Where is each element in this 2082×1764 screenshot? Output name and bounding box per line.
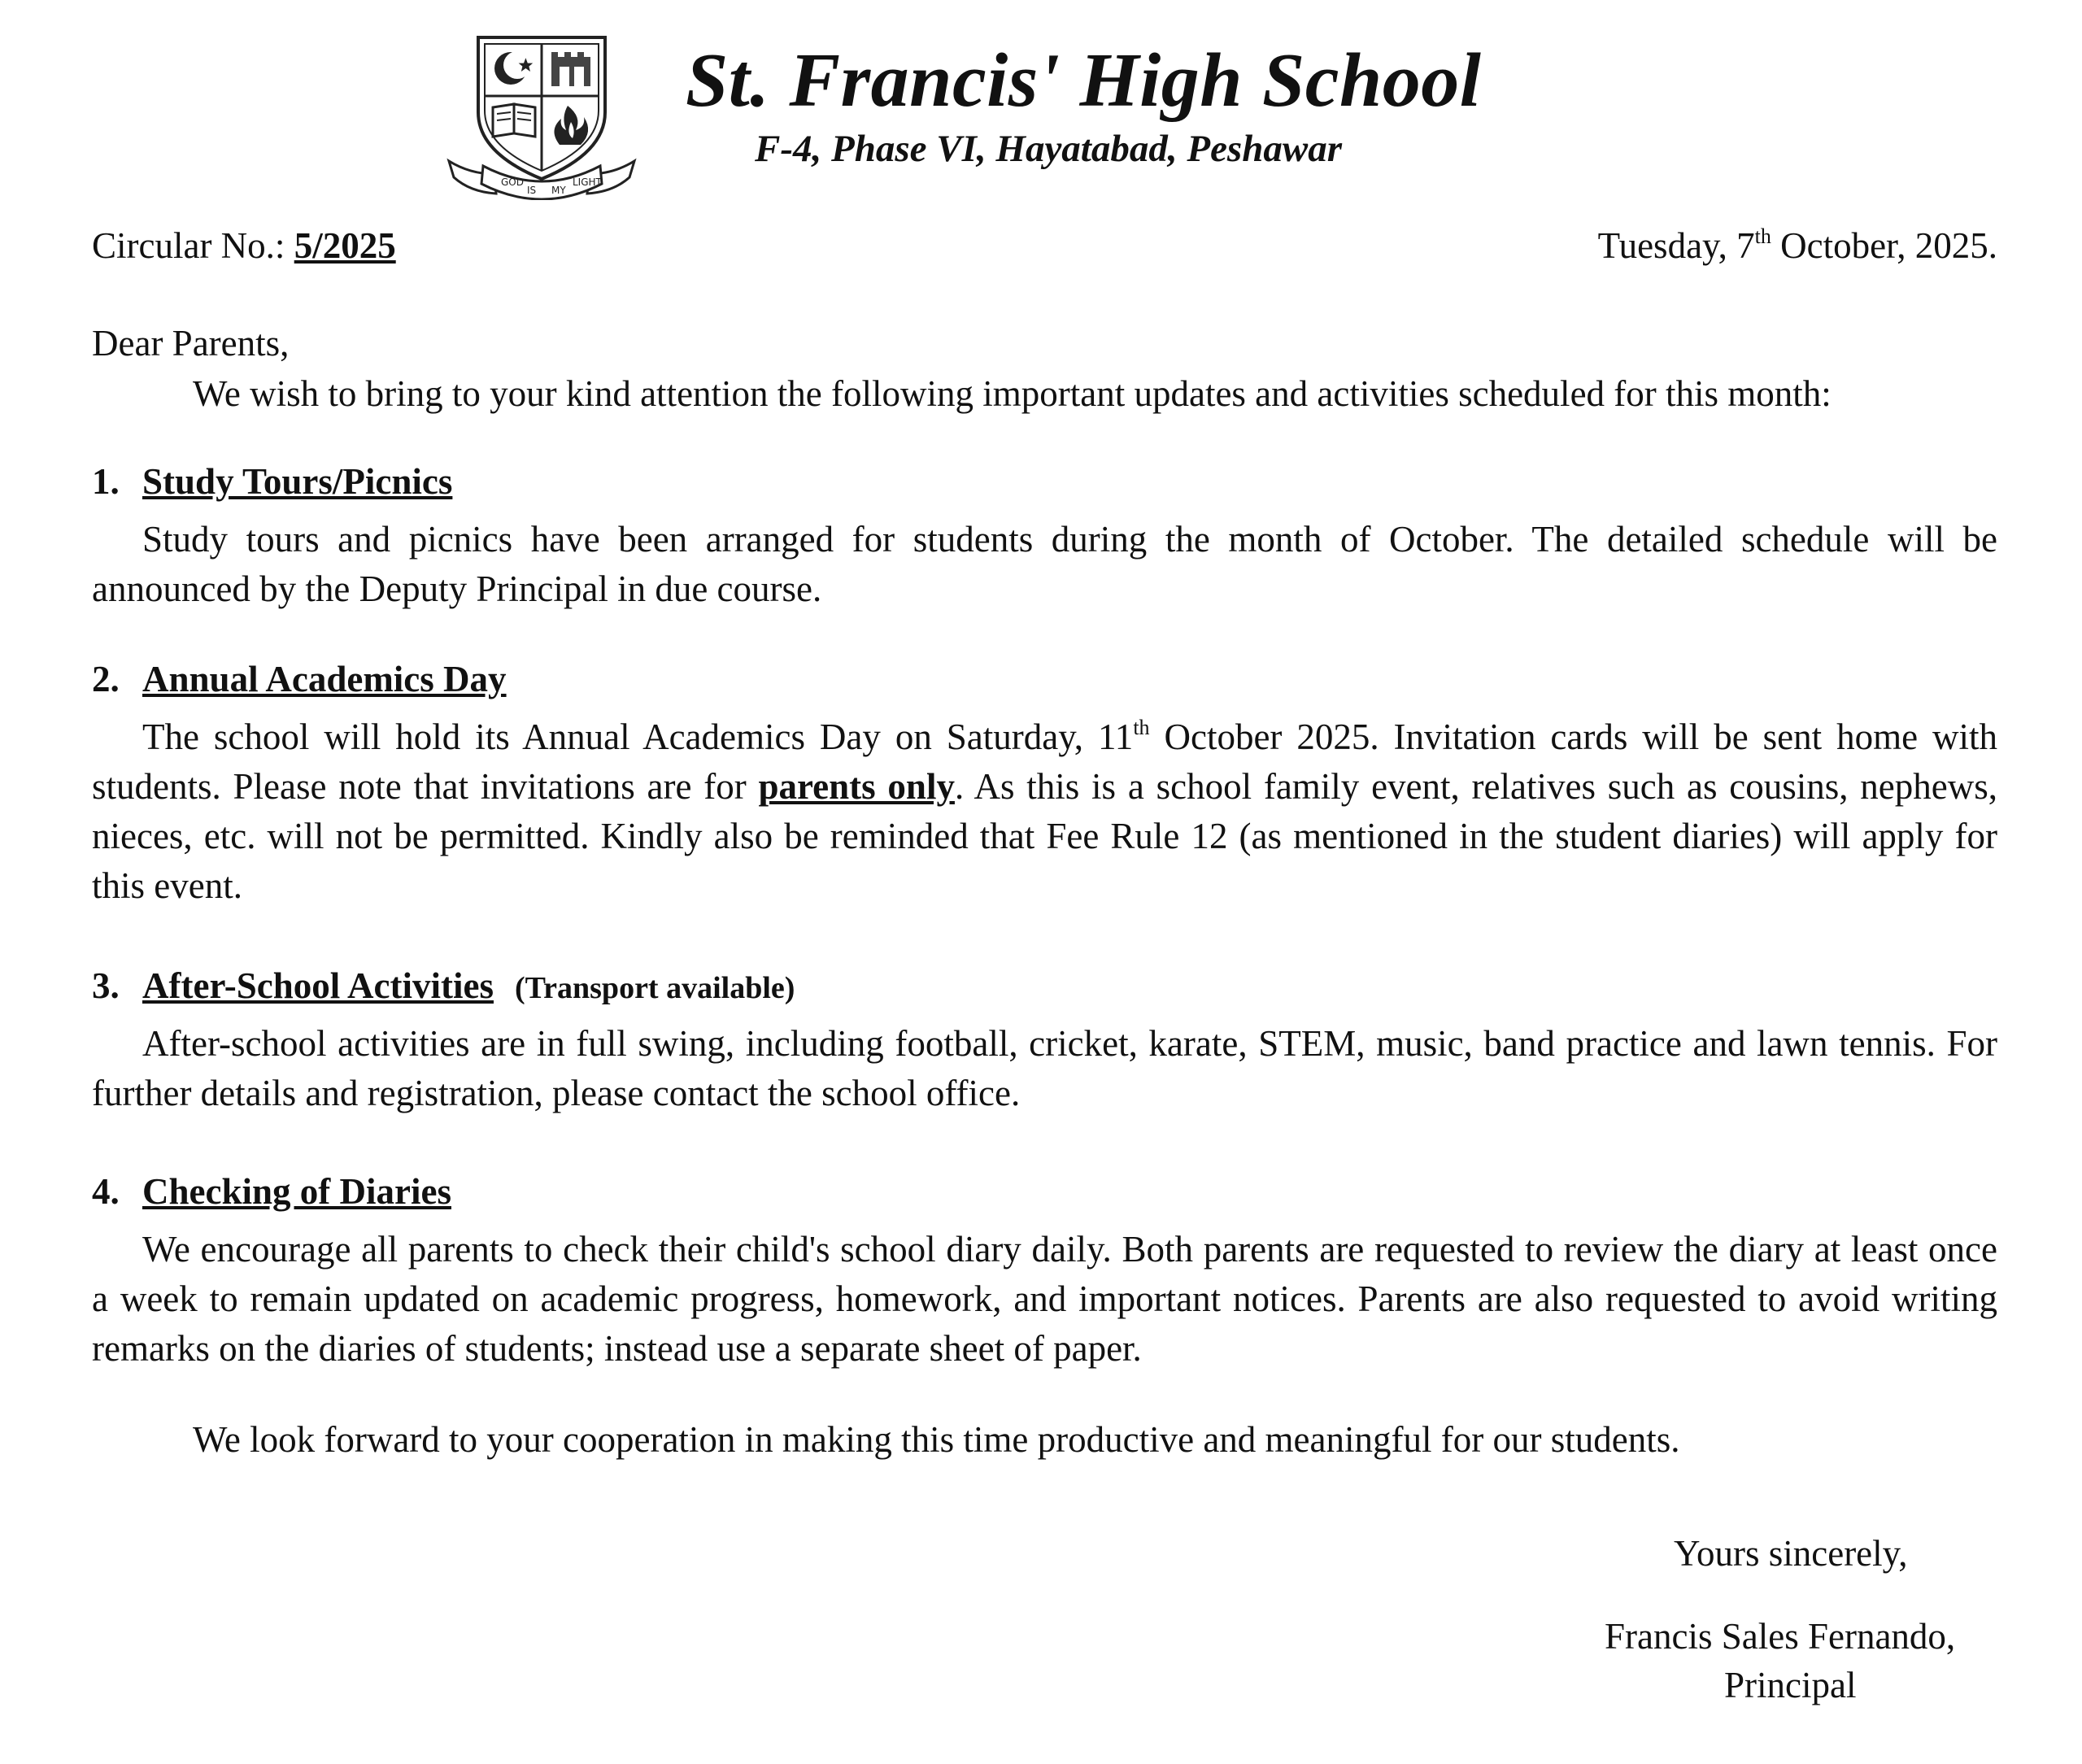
- school-address: F-4, Phase VI, Hayatabad, Peshawar: [755, 128, 1343, 170]
- parents-only-emphasis: parents only: [758, 766, 955, 807]
- crest-motto-word: GOD: [501, 176, 524, 188]
- valediction: Yours sincerely,: [1674, 1533, 1908, 1574]
- crest-motto-word: MY: [551, 185, 566, 196]
- section-title: After-School Activities: [142, 965, 494, 1006]
- section-heading: [92, 965, 795, 1006]
- section-body-text: October 2025. Invitation cards will be sent home with students. Please note that invitations are for: [92, 716, 1997, 807]
- section-number: 2.: [92, 659, 120, 699]
- school-name: St. Francis' High School: [686, 38, 1482, 123]
- date-prefix: Tuesday, 7: [1597, 225, 1755, 266]
- circular-number: 5/2025: [294, 225, 396, 266]
- section-body: We encourage all parents to check their child's school diary daily. Both parents are requested to review the diary at least once a week to remain updated on academic progress, homework, and important notices. Parents are also requested to avoid writing remarks on the diaries of students; instead use a separate sheet of paper.: [92, 1229, 1997, 1369]
- school-crest-logo: [446, 23, 638, 200]
- greeting: Dear Parents,: [92, 323, 290, 364]
- section-number: 1.: [92, 461, 120, 502]
- intro-paragraph: We wish to bring to your kind attention the following important updates and activities scheduled for this month:: [193, 373, 1832, 414]
- section-title: Study Tours/Picnics: [142, 461, 453, 502]
- circular-date: [1597, 224, 1997, 266]
- section-body: Study tours and picnics have been arranged for students during the month of October. The detailed schedule will be announced by the Deputy Principal in due course.: [92, 519, 1997, 609]
- section-heading: [92, 661, 507, 698]
- closing-paragraph: We look forward to your cooperation in making this time productive and meaningful for our students.: [193, 1419, 1680, 1460]
- section-body-text: . As this is a school family event, relatives such as cousins, nephews, nieces, etc. will not be permitted. Kindly also be reminded that Fee Rule 12 (as mentioned in the student diaries) will apply for this event.: [92, 766, 1997, 906]
- transport-note: (Transport available): [514, 971, 795, 1005]
- crest-motto-word: IS: [527, 185, 537, 196]
- date-suffix: October, 2025.: [1771, 225, 1997, 266]
- section-title: Annual Academics Day: [142, 659, 507, 699]
- section-title: Checking of Diaries: [142, 1171, 451, 1212]
- date-superscript: th: [1754, 224, 1771, 248]
- circular-number-line: [92, 225, 396, 266]
- circular-label: Circular No.:: [92, 225, 285, 266]
- section-heading: [92, 1171, 451, 1212]
- signer-name: Francis Sales Fernando,: [1605, 1616, 1956, 1657]
- crest-motto-word: LIGHT: [573, 176, 602, 188]
- signer-title: Principal: [1724, 1665, 1857, 1705]
- section-number: 3.: [92, 965, 120, 1006]
- section-number: 4.: [92, 1171, 120, 1212]
- section-body-superscript: th: [1133, 716, 1150, 739]
- section-heading: [92, 461, 453, 502]
- section-body-text: The school will hold its Annual Academics Day on Saturday, 11: [142, 716, 1134, 757]
- section-body: After-school activities are in full swing, including football, cricket, karate, STEM, music, band practice and lawn tennis. For further details and registration, please contact the school office.: [92, 1023, 1997, 1113]
- section-body: [92, 712, 1997, 911]
